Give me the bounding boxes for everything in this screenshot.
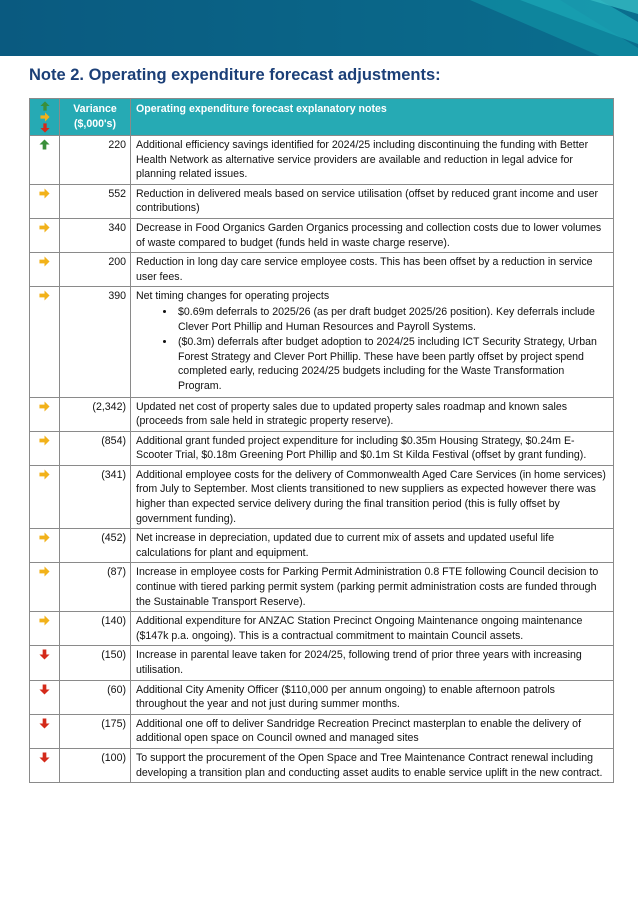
table-row	[30, 680, 614, 714]
note-text: Additional one off to deliver Sandridge Recreation Precinct masterplan to enable the delivery of additional open space on Council owned and managed sites	[136, 717, 582, 745]
table-row	[30, 529, 614, 563]
adjustments-table	[29, 98, 614, 783]
explanatory-note	[131, 431, 614, 465]
arrow-right-icon	[30, 465, 60, 528]
explanatory-note	[131, 646, 614, 680]
header-icon-cell	[30, 99, 60, 136]
note-text: Net timing changes for operating projects	[136, 290, 330, 303]
arrow-up-icon	[40, 101, 50, 111]
table-row	[30, 184, 614, 218]
arrow-down-icon	[30, 680, 60, 714]
note-text: Additional grant funded project expenditure for including $0.35m Housing Strategy, $0.24m E-Scooter Trial, $0.18m Greening Port Phillip and $0.1m St Kilda Festival (offset by grant funding).	[136, 434, 587, 462]
table-row	[30, 563, 614, 612]
note-text: Additional employee costs for the delivery of Commonwealth Aged Care Services (in home services) from July to September. Most clients transitioned to new suppliers as expected however there was higher than expected service delivery during the final transition period (this is fully offset by government funding).	[136, 468, 606, 525]
explanatory-note	[131, 184, 614, 218]
table-row	[30, 714, 614, 748]
table-row	[30, 748, 614, 782]
explanatory-note	[131, 253, 614, 287]
explanatory-note	[131, 218, 614, 252]
variance-value: 390	[60, 287, 131, 397]
variance-value: (140)	[60, 612, 131, 646]
explanatory-note	[131, 529, 614, 563]
table-row	[30, 287, 614, 397]
arrow-right-icon	[30, 253, 60, 287]
table-row	[30, 218, 614, 252]
note-text: Increase in parental leave taken for 2024/25, following trend of prior three years with increasing utilisation.	[136, 649, 582, 676]
explanatory-note	[131, 612, 614, 646]
header-banner	[0, 0, 638, 56]
arrow-right-icon	[30, 218, 60, 252]
variance-value: (100)	[60, 748, 131, 782]
table-header-row	[30, 99, 614, 136]
table-row	[30, 646, 614, 680]
arrow-down-icon	[30, 646, 60, 680]
variance-header-line1: Variance	[73, 103, 117, 115]
note-text: Reduction in delivered meals based on service utilisation (offset by reduced grant income and user contributions)	[136, 187, 599, 215]
table-row	[30, 431, 614, 465]
variance-value: (150)	[60, 646, 131, 680]
variance-value: (60)	[60, 680, 131, 714]
arrow-right-icon	[30, 184, 60, 218]
notes-header: Operating expenditure forecast explanatory notes	[131, 99, 614, 136]
note-text: Additional efficiency savings identified for 2024/25 including discontinuing the funding with Better Health Network as alternative service providers are available and reduction in legal advice for planning related issues.	[136, 139, 589, 181]
variance-header	[60, 99, 131, 136]
arrow-right-icon	[30, 287, 60, 397]
variance-header-line2: ($,000's)	[74, 117, 116, 130]
variance-value: (175)	[60, 714, 131, 748]
variance-value: (2,342)	[60, 397, 131, 431]
explanatory-note	[131, 287, 614, 397]
variance-value: (854)	[60, 431, 131, 465]
note-text: Decrease in Food Organics Garden Organics processing and collection costs due to lower volumes of waste compared to budget (funds held in waste charge reserve).	[136, 221, 602, 249]
arrow-right-icon	[30, 431, 60, 465]
variance-value: (452)	[60, 529, 131, 563]
arrow-right-icon	[30, 529, 60, 563]
arrow-down-icon	[40, 123, 50, 133]
table-row	[30, 136, 614, 185]
variance-value: (87)	[60, 563, 131, 612]
variance-value: 340	[60, 218, 131, 252]
table-row	[30, 253, 614, 287]
note-text: Increase in employee costs for Parking Permit Administration 0.8 FTE following Council decision to continue with tiered parking permit system (parking permit administration costs are funded through the Sustainable Transport Reserve).	[136, 566, 599, 608]
table-row	[30, 397, 614, 431]
explanatory-note	[131, 680, 614, 714]
page-title: Note 2. Operating expenditure forecast adjustments:	[29, 66, 441, 84]
note-text: Reduction in long day care service employee costs. This has been offset by a reduction in service user fees.	[136, 256, 593, 283]
arrow-down-icon	[30, 714, 60, 748]
variance-value: 220	[60, 136, 131, 185]
table-row	[30, 465, 614, 528]
note-text: Additional City Amenity Officer ($110,000 per annum ongoing) to enable afternoon patrols throughout the year and not just during summer months.	[136, 683, 555, 711]
arrow-right-icon	[30, 563, 60, 612]
note-bullet: • $0.69m deferrals to 2025/26 (as per draft budget 2025/26 position). Key deferrals include Clever Port Phillip and Human Resources and Payroll Systems.	[176, 305, 608, 334]
arrow-right-icon	[40, 112, 50, 122]
arrow-up-icon	[30, 136, 60, 185]
note-text: Net increase in depreciation, updated due to current mix of assets and updated useful life calculations for plant and equipment.	[136, 532, 555, 559]
explanatory-note	[131, 397, 614, 431]
explanatory-note	[131, 136, 614, 185]
note-text: Updated net cost of property sales due to updated property sales roadmap and known sales (proceeds from sale held in strategic property reserve).	[136, 400, 568, 428]
arrow-right-icon	[30, 397, 60, 431]
note-text: To support the procurement of the Open Space and Tree Maintenance Contract renewal including developing a transition plan and conducting asset audits to enable service uplift in the new contract.	[136, 751, 603, 779]
table-row	[30, 612, 614, 646]
explanatory-note	[131, 714, 614, 748]
explanatory-note	[131, 748, 614, 782]
arrow-right-icon	[30, 612, 60, 646]
note-bullet: • ($0.3m) deferrals after budget adoption to 2024/25 including ICT Security Strategy, Urban Forest Strategy and Clever Port Phillip. These have been partly offset by project spend completed early, reducing 2024/25 budgets including for the Waste Transformation Program.	[176, 335, 608, 393]
explanatory-note	[131, 563, 614, 612]
arrow-down-icon	[30, 748, 60, 782]
variance-value: 200	[60, 253, 131, 287]
variance-value: 552	[60, 184, 131, 218]
note-bullet-list	[136, 305, 608, 394]
note-text: Additional expenditure for ANZAC Station Precinct Ongoing Maintenance ongoing maintenance ($147k p.a. ongoing). This is a contractual commitment to maintain Council assets.	[136, 615, 583, 642]
explanatory-note	[131, 465, 614, 528]
variance-value: (341)	[60, 465, 131, 528]
